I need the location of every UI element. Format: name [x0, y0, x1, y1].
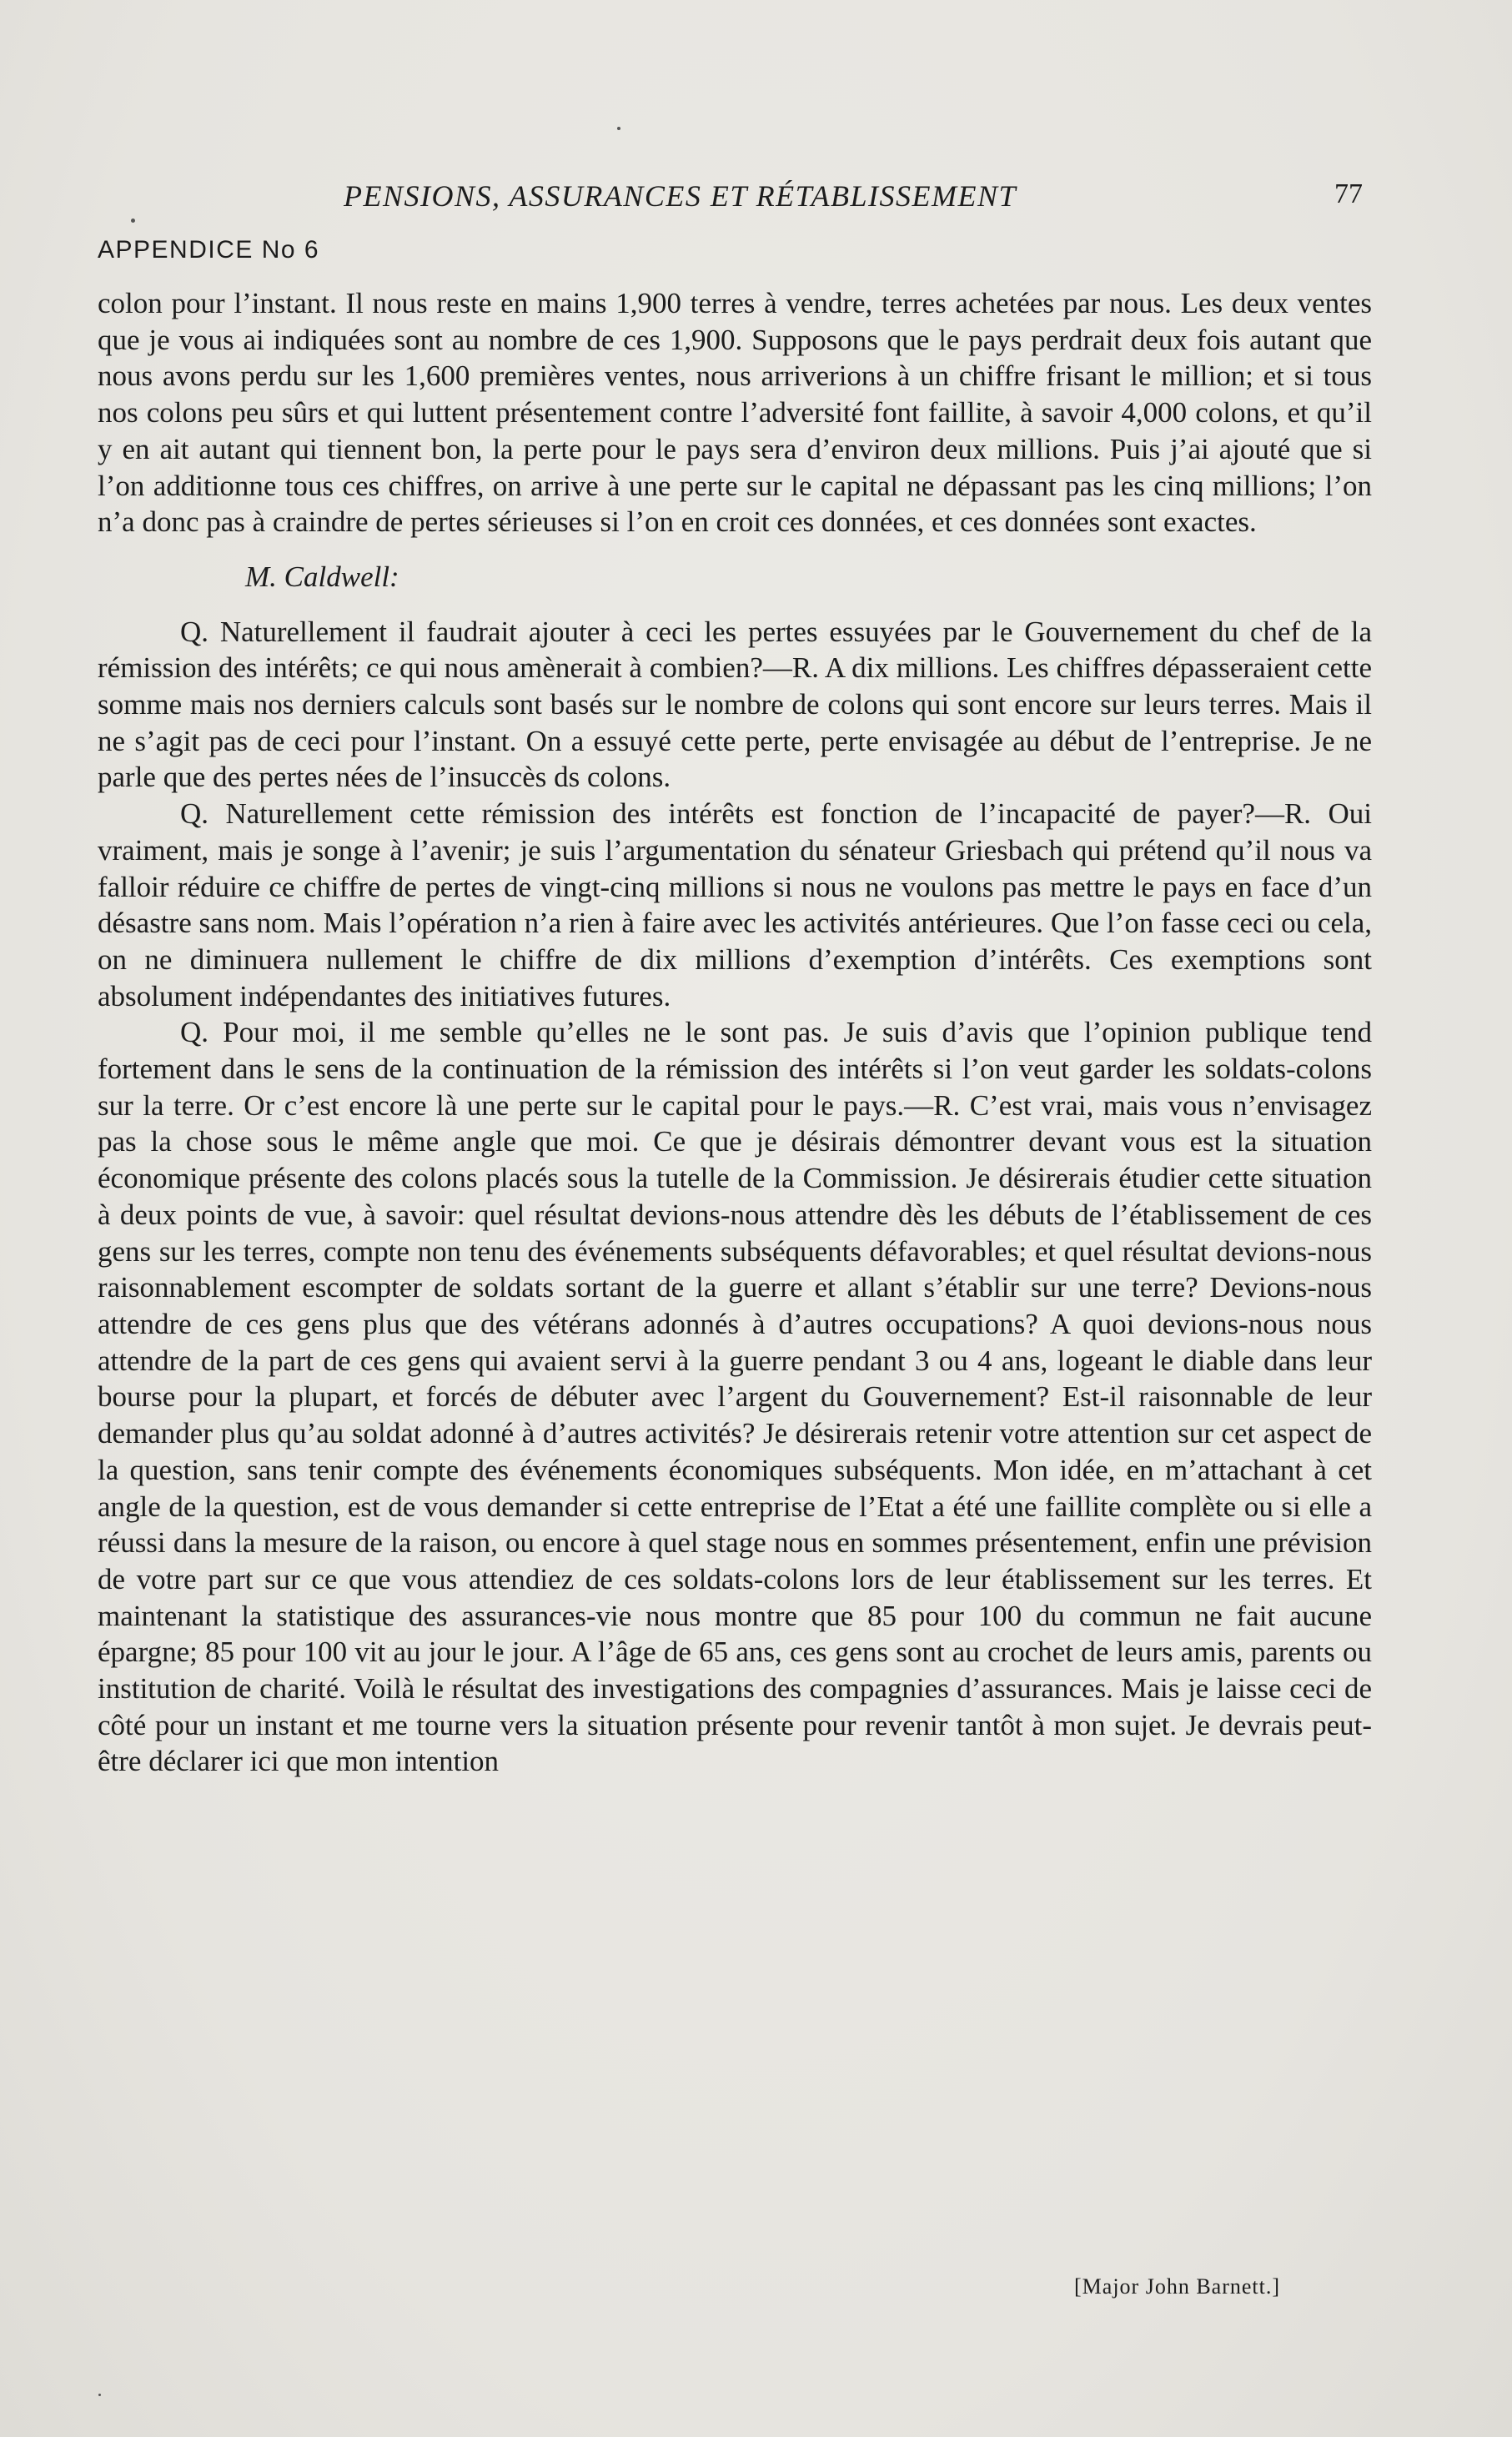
- print-speck: [617, 127, 620, 130]
- page-number: 77: [1334, 178, 1363, 209]
- running-title: PENSIONS, ASSURANCES ET RÉTABLISSEMENT: [344, 179, 1017, 213]
- running-head: [0, 178, 1512, 220]
- question-paragraph: Q. Naturellement il faudrait ajouter à ceci les pertes essuyées par le Gouvernement du chef de la rémission des intérêts; ce qui nous amènerait à combien?—R. A dix millions. Les chiffres dépasseraient cette somme mais nos derniers calculs sont basés sur le nombre de colons qui sont encore sur leurs terres. Mais il ne s’agit pas de ceci pour l’instant. On a essuyé cette perte, perte envisagée au début de l’entreprise. Je ne parle que des pertes nées de l’insuccès ds colons.: [98, 615, 1372, 794]
- body-text: [98, 285, 1372, 1780]
- speaker-label: M. Caldwell:: [245, 560, 399, 593]
- paragraph-continuation: colon pour l’instant. Il nous reste en mains 1,900 terres à vendre, terres achetées par nous. Les deux ventes que je vous ai indiquées sont au nombre de ces 1,900. Supposons que le pays perdrait deux fois autant que nous avons perdu sur les 1,600 premières ventes, nous arriverions à un chiffre frisant le million; et si tous nos colons peu sûrs et qui luttent présentement contre l’adversité font faillite, à savoir 4,000 colons, et qu’il y en ait autant qui tiennent bon, la perte pour le pays sera d’environ deux millions. Puis j’ai ajouté que si l’on additionne tous ces chiffres, on arrive à une perte sur le capital ne dépassant pas les cinq millions; l’on n’a donc pas à craindre de pertes sérieuses si l’on en croit ces données, et ces données sont exactes.: [98, 287, 1372, 539]
- print-speck: [98, 2394, 101, 2396]
- witness-footer: [Major John Barnett.]: [1074, 2274, 1281, 2299]
- appendix-label: APPENDICE No 6: [98, 236, 320, 264]
- question-paragraph: Q. Pour moi, il me semble qu’elles ne le sont pas. Je suis d’avis que l’opinion publique tend fortement dans le sens de la continuation de la rémission des intérêts si l’on veut garder les soldats-colons sur la terre. Or c’est encore là une perte sur le capital pour le pays.—R. C’est vrai, mais vous n’envisagez pas la chose sous le même angle que moi. Ce que je désirais démontrer devant vous est la situation économique présente des colons placés sous la tutelle de la Commission. Je désirerais étudier cette situation à deux points de vue, à savoir: quel résultat devions-nous attendre dès les débuts de l’établissement de ces gens sur les terres, compte non tenu des événements subséquents défavorables; et quel résultat devions-nous raisonnablement escompter de soldats sortant de la guerre et allant s’établir sur une terre? Devions-nous attendre de ces gens plus que des vétérans adonnés à d’autres occupations? A quoi devions-nous nous attendre de la part de ces gens qui avaient servi à la guerre pendant 3 ou 4 ans, logeant le diable dans leur bourse pour la plupart, et forcés de débuter avec l’argent du Gouvernement? Est-il raisonnable de leur demander plus qu’au soldat adonné à d’autres activités? Je désirerais retenir votre attention sur cet aspect de la question, sans tenir compte des événements économiques subséquents. Mon idée, en m’attachant à cet angle de la question, est de vous demander si cette entreprise de l’Etat a été une faillite complète ou si elle a réussi dans la mesure de la raison, ou encore à quel stage nous en sommes présentement, enfin une prévision de votre part sur ce que vous attendiez de ces soldats-colons lors de leur établissement sur les terres. Et maintenant la statistique des assurances-vie nous montre que 85 pour 100 du commun ne fait aucune épargne; 85 pour 100 vit au jour le jour. A l’âge de 65 ans, ces gens sont au crochet de leurs amis, parents ou institution de charité. Voilà le résultat des investigations des compagnies d’assurances. Mais je laisse ceci de côté pour un instant et me tourne vers la situation présente pour revenir tantôt à mon sujet. Je devrais peut-être déclarer ici que mon intention: [98, 1016, 1372, 1778]
- question-paragraph: Q. Naturellement cette rémission des intérêts est fonction de l’incapacité de payer?—R. Oui vraiment, mais je songe à l’avenir; je suis l’argumentation du sénateur Griesbach qui prétend qu’il nous va falloir réduire ce chiffre de pertes de vingt-cinq millions si nous ne voulons pas mettre le pays en face d’un désastre sans nom. Mais l’opération n’a rien à faire avec les activités antérieures. Que l’on fasse ceci ou cela, on ne diminuera nullement le chiffre de dix millions d’exemption d’intérêts. Ces exemptions sont absolument indépendantes des initiatives futures.: [98, 797, 1372, 1012]
- print-speck: [131, 219, 135, 223]
